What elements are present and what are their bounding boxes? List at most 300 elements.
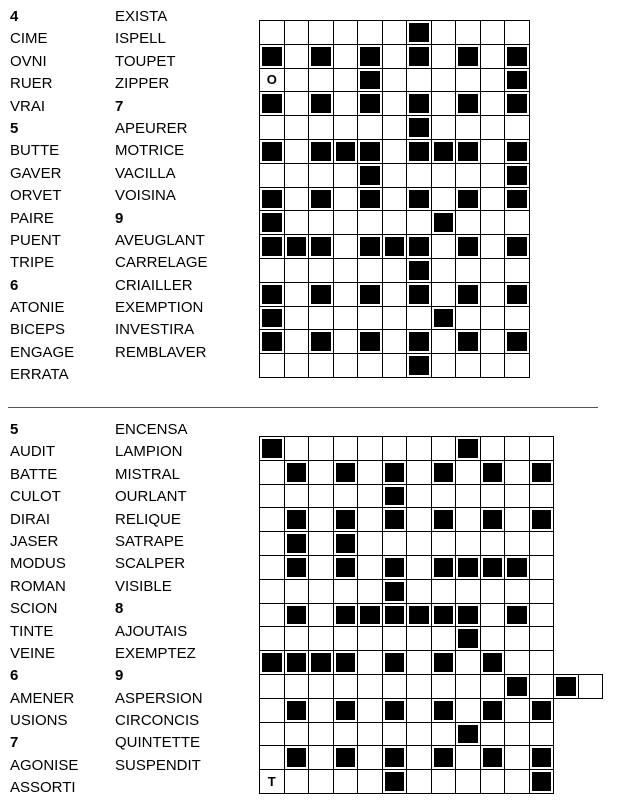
empty-cell[interactable] [260,603,285,627]
empty-cell[interactable] [431,116,456,140]
empty-cell[interactable] [431,532,456,556]
empty-cell[interactable] [260,698,285,722]
empty-cell[interactable] [505,211,530,235]
empty-cell[interactable] [480,44,505,68]
black-cell [456,627,481,651]
empty-cell[interactable] [309,555,334,579]
empty-cell[interactable] [431,21,456,45]
black-cell [505,163,530,187]
empty-cell[interactable] [260,579,285,603]
empty-cell[interactable] [480,603,505,627]
empty-cell[interactable] [260,674,285,698]
empty-cell[interactable] [505,651,530,675]
empty-cell[interactable] [358,258,383,282]
empty-cell[interactable] [431,258,456,282]
empty-cell[interactable] [407,532,432,556]
empty-cell[interactable] [529,627,554,651]
empty-cell[interactable] [358,698,383,722]
empty-cell[interactable] [382,211,407,235]
word-entry: MISTRAL [115,465,181,483]
word-entry: SCALPER [115,555,186,573]
empty-cell[interactable] [407,68,432,92]
empty-cell[interactable] [480,306,505,330]
empty-cell[interactable] [309,722,334,746]
black-cell [260,44,285,68]
empty-cell[interactable] [456,746,481,770]
empty-cell[interactable] [309,21,334,45]
empty-cell[interactable] [260,354,285,378]
black-cell [382,508,407,532]
grid-row [260,211,530,235]
empty-cell[interactable] [505,484,530,508]
word-entry: AGONISE [10,756,79,774]
word-entry: TOUPET [115,52,176,70]
empty-cell[interactable] [333,770,358,794]
empty-cell[interactable] [431,674,456,698]
empty-cell[interactable] [480,330,505,354]
empty-cell[interactable] [333,116,358,140]
empty-cell[interactable] [529,651,554,675]
empty-cell[interactable] [505,746,530,770]
empty-cell[interactable] [407,674,432,698]
empty-cell[interactable] [480,187,505,211]
empty-cell[interactable] [480,532,505,556]
empty-cell[interactable] [309,746,334,770]
grid-row [260,722,603,746]
empty-cell[interactable] [358,211,383,235]
empty-cell[interactable] [333,187,358,211]
empty-cell[interactable] [407,163,432,187]
word-entry: MODUS [10,555,66,573]
empty-cell[interactable] [505,579,530,603]
black-cell [407,330,432,354]
black-cell [407,116,432,140]
empty-cell[interactable] [333,437,358,461]
empty-cell[interactable] [529,437,554,461]
empty-cell[interactable] [456,21,481,45]
empty-cell[interactable] [431,68,456,92]
empty-cell[interactable] [407,460,432,484]
empty-cell[interactable] [358,627,383,651]
grid-row [260,306,530,330]
black-cell [456,722,481,746]
empty-cell[interactable] [456,674,481,698]
empty-cell[interactable] [260,116,285,140]
empty-cell[interactable] [309,603,334,627]
empty-cell[interactable] [333,44,358,68]
empty-cell[interactable] [284,282,309,306]
black-cell [284,651,309,675]
grid-row [260,627,603,651]
empty-cell[interactable] [431,187,456,211]
empty-cell[interactable] [333,258,358,282]
empty-cell[interactable] [578,674,603,698]
empty-cell[interactable] [407,746,432,770]
empty-cell[interactable] [333,627,358,651]
empty-cell[interactable] [309,579,334,603]
empty-cell[interactable] [529,579,554,603]
letter-cell[interactable] [260,770,285,794]
empty-cell[interactable] [309,674,334,698]
empty-cell[interactable] [309,163,334,187]
black-cell [382,460,407,484]
empty-cell[interactable] [309,354,334,378]
empty-cell[interactable] [480,21,505,45]
empty-cell[interactable] [284,484,309,508]
empty-cell[interactable] [333,354,358,378]
empty-cell[interactable] [284,211,309,235]
empty-cell[interactable] [309,68,334,92]
black-cell [431,460,456,484]
empty-cell[interactable] [358,21,383,45]
word-entry: SATRAPE [115,532,184,550]
empty-cell[interactable] [456,698,481,722]
empty-cell[interactable] [431,437,456,461]
empty-cell[interactable] [407,722,432,746]
grid-row [260,508,603,532]
black-cell [431,651,456,675]
empty-cell[interactable] [358,674,383,698]
empty-cell[interactable] [382,722,407,746]
empty-cell[interactable] [333,579,358,603]
empty-cell[interactable] [505,722,530,746]
word-entry: BATTE [10,465,58,483]
black-cell [456,235,481,259]
empty-cell[interactable] [260,258,285,282]
empty-cell[interactable] [382,674,407,698]
empty-cell[interactable] [456,211,481,235]
black-cell [309,187,334,211]
empty-cell[interactable] [284,437,309,461]
grid-row [260,235,530,259]
empty-cell[interactable] [284,68,309,92]
empty-cell[interactable] [260,555,285,579]
black-cell [284,698,309,722]
empty-cell[interactable] [382,306,407,330]
empty-cell[interactable] [358,651,383,675]
empty-cell[interactable] [529,555,554,579]
black-cell [309,44,334,68]
black-cell [431,306,456,330]
empty-cell[interactable] [480,92,505,116]
word-list-left [10,419,78,800]
empty-cell[interactable] [480,211,505,235]
grid-row [260,770,603,794]
empty-cell[interactable] [480,235,505,259]
empty-cell[interactable] [431,282,456,306]
empty-cell[interactable] [382,258,407,282]
empty-cell[interactable] [382,187,407,211]
empty-cell[interactable] [284,306,309,330]
black-cell [333,746,358,770]
black-cell [382,698,407,722]
empty-cell[interactable] [456,258,481,282]
empty-cell[interactable] [284,354,309,378]
empty-cell[interactable] [284,579,309,603]
empty-cell[interactable] [456,354,481,378]
empty-cell[interactable] [358,532,383,556]
empty-cell[interactable] [382,532,407,556]
empty-cell[interactable] [456,68,481,92]
empty-cell[interactable] [480,627,505,651]
empty-cell[interactable] [382,21,407,45]
empty-cell[interactable] [309,437,334,461]
empty-cell[interactable] [284,674,309,698]
empty-cell[interactable] [407,627,432,651]
empty-cell[interactable] [333,282,358,306]
empty-cell[interactable] [431,627,456,651]
empty-cell[interactable] [407,437,432,461]
empty-cell[interactable] [284,44,309,68]
empty-cell[interactable] [505,698,530,722]
black-cell [260,187,285,211]
empty-cell[interactable] [284,770,309,794]
empty-cell[interactable] [333,235,358,259]
black-cell [505,187,530,211]
black-cell [358,163,383,187]
empty-cell[interactable] [358,437,383,461]
empty-cell[interactable] [382,163,407,187]
empty-cell[interactable] [284,627,309,651]
empty-cell[interactable] [456,651,481,675]
empty-cell[interactable] [505,306,530,330]
empty-cell[interactable] [382,437,407,461]
empty-cell[interactable] [480,116,505,140]
empty-cell[interactable] [431,330,456,354]
empty-cell[interactable] [260,484,285,508]
empty-cell[interactable] [284,258,309,282]
empty-cell[interactable] [260,21,285,45]
black-cell [382,746,407,770]
empty-cell[interactable] [431,484,456,508]
empty-cell[interactable] [358,484,383,508]
empty-cell[interactable] [358,722,383,746]
empty-cell[interactable] [284,187,309,211]
empty-cell[interactable] [284,163,309,187]
empty-cell[interactable] [358,116,383,140]
empty-cell[interactable] [309,116,334,140]
empty-cell[interactable] [358,508,383,532]
empty-cell[interactable] [431,722,456,746]
grid-row [260,746,603,770]
empty-cell[interactable] [505,116,530,140]
empty-cell[interactable] [358,354,383,378]
empty-cell[interactable] [309,532,334,556]
empty-cell[interactable] [456,770,481,794]
word-entry: RELIQUE [115,510,181,528]
black-cell [333,532,358,556]
empty-cell[interactable] [431,235,456,259]
empty-cell[interactable] [480,484,505,508]
empty-cell[interactable] [382,68,407,92]
empty-cell[interactable] [407,579,432,603]
empty-cell[interactable] [260,460,285,484]
empty-cell[interactable] [333,306,358,330]
empty-cell[interactable] [505,354,530,378]
cell-letter: O [266,72,277,88]
empty-cell[interactable] [309,211,334,235]
word-entry: TRIPE [10,254,55,272]
black-cell [505,282,530,306]
empty-cell[interactable] [529,674,554,698]
empty-cell[interactable] [309,484,334,508]
empty-cell[interactable] [284,722,309,746]
empty-cell[interactable] [505,770,530,794]
empty-cell[interactable] [358,460,383,484]
empty-cell[interactable] [309,258,334,282]
empty-cell[interactable] [333,21,358,45]
empty-cell[interactable] [505,437,530,461]
empty-cell[interactable] [333,330,358,354]
empty-cell[interactable] [309,306,334,330]
word-entry: VACILLA [115,164,176,182]
empty-cell[interactable] [407,698,432,722]
empty-cell[interactable] [284,92,309,116]
empty-cell[interactable] [309,698,334,722]
empty-cell[interactable] [382,139,407,163]
empty-cell[interactable] [358,746,383,770]
black-cell [284,746,309,770]
empty-cell[interactable] [431,92,456,116]
empty-cell[interactable] [480,770,505,794]
black-cell [456,187,481,211]
empty-cell[interactable] [358,306,383,330]
empty-cell[interactable] [309,508,334,532]
empty-cell[interactable] [407,651,432,675]
empty-cell[interactable] [358,555,383,579]
empty-cell[interactable] [382,282,407,306]
empty-cell[interactable] [358,770,383,794]
empty-cell[interactable] [284,116,309,140]
empty-cell[interactable] [456,579,481,603]
empty-cell[interactable] [333,722,358,746]
letter-cell[interactable] [260,68,285,92]
empty-cell[interactable] [456,532,481,556]
word-length-heading: 6 [10,276,19,294]
word-entry: CULOT [10,488,61,506]
black-cell [333,651,358,675]
empty-cell[interactable] [407,306,432,330]
black-cell [529,770,554,794]
empty-cell[interactable] [333,211,358,235]
empty-cell[interactable] [480,68,505,92]
empty-cell[interactable] [260,163,285,187]
black-cell [309,282,334,306]
empty-cell[interactable] [529,532,554,556]
empty-cell[interactable] [480,722,505,746]
empty-cell[interactable] [480,579,505,603]
empty-cell[interactable] [382,354,407,378]
empty-cell[interactable] [480,258,505,282]
grid-row [260,532,603,556]
empty-cell[interactable] [431,770,456,794]
empty-cell[interactable] [431,44,456,68]
word-length-heading: 5 [10,421,19,438]
empty-cell[interactable] [407,484,432,508]
empty-cell[interactable] [456,163,481,187]
empty-cell[interactable] [456,306,481,330]
empty-cell[interactable] [480,354,505,378]
empty-cell[interactable] [431,163,456,187]
empty-cell[interactable] [333,674,358,698]
word-entry: EXISTA [115,8,168,25]
empty-cell[interactable] [505,627,530,651]
empty-cell[interactable] [480,437,505,461]
empty-cell[interactable] [309,627,334,651]
grid-row [260,187,530,211]
grid-row [260,484,603,508]
black-cell [260,306,285,330]
word-entry: QUINTETTE [115,734,200,752]
empty-cell[interactable] [407,555,432,579]
empty-cell[interactable] [333,92,358,116]
empty-cell[interactable] [284,21,309,45]
empty-cell[interactable] [505,460,530,484]
empty-cell[interactable] [529,484,554,508]
word-list-left [10,6,74,387]
empty-cell[interactable] [309,770,334,794]
empty-cell[interactable] [333,68,358,92]
empty-cell[interactable] [382,44,407,68]
empty-cell[interactable] [382,92,407,116]
empty-cell[interactable] [382,627,407,651]
word-entry: ENGAGE [10,343,75,361]
empty-cell[interactable] [260,508,285,532]
empty-cell[interactable] [505,21,530,45]
empty-cell[interactable] [333,484,358,508]
empty-cell[interactable] [407,508,432,532]
empty-cell[interactable] [456,508,481,532]
empty-cell[interactable] [529,722,554,746]
empty-cell[interactable] [456,460,481,484]
empty-cell[interactable] [505,532,530,556]
grid-row [260,651,603,675]
empty-cell[interactable] [382,330,407,354]
empty-cell[interactable] [260,746,285,770]
empty-cell[interactable] [260,532,285,556]
empty-cell[interactable] [480,163,505,187]
empty-cell[interactable] [284,330,309,354]
empty-cell[interactable] [333,163,358,187]
empty-cell[interactable] [431,579,456,603]
empty-cell[interactable] [407,211,432,235]
word-entry: EXEMPTEZ [115,644,196,662]
empty-cell[interactable] [480,282,505,306]
word-entry: VEINE [10,644,56,662]
grid-row [260,460,603,484]
empty-cell[interactable] [456,116,481,140]
word-entry: ATONIE [10,299,65,317]
empty-cell[interactable] [431,354,456,378]
word-entry: MOTRICE [115,142,185,160]
empty-cell[interactable] [456,484,481,508]
empty-cell[interactable] [407,770,432,794]
black-cell [333,460,358,484]
empty-cell[interactable] [260,627,285,651]
empty-cell[interactable] [260,722,285,746]
empty-cell[interactable] [309,460,334,484]
empty-cell[interactable] [382,116,407,140]
empty-cell[interactable] [358,579,383,603]
empty-cell[interactable] [480,674,505,698]
empty-cell[interactable] [529,603,554,627]
empty-cell[interactable] [480,139,505,163]
empty-cell[interactable] [505,508,530,532]
black-cell [456,555,481,579]
empty-cell[interactable] [284,139,309,163]
empty-cell[interactable] [505,258,530,282]
black-cell [407,258,432,282]
